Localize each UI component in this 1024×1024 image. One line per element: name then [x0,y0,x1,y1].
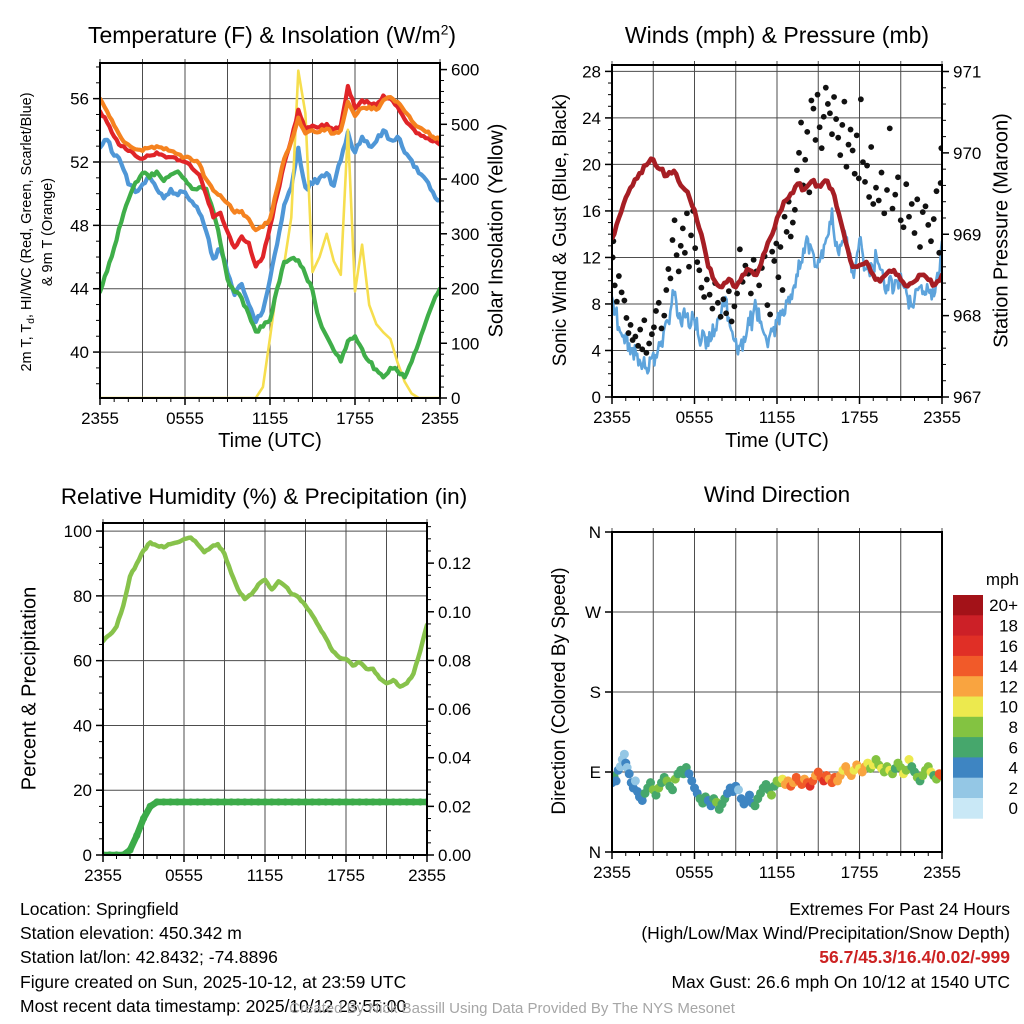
station-location: Location: Springfield [20,899,179,919]
svg-text:16: 16 [582,201,601,221]
svg-text:0555: 0555 [165,866,203,885]
extremes-block [641,897,1010,994]
svg-text:2355: 2355 [81,409,119,428]
svg-text:500: 500 [451,115,480,135]
svg-text:80: 80 [73,586,92,606]
rh-chart [64,519,471,885]
dir-chart-title: Wind Direction [703,482,851,507]
svg-text:12: 12 [582,248,601,268]
wind-gust-axis-label: Sonic Wind & Gust (Blue, Black) [550,93,571,367]
direction-axis-label: Direction (Colored By Speed) [549,567,570,815]
svg-text:18: 18 [999,616,1018,636]
svg-text:0: 0 [82,846,92,865]
temp-title-sup: 2 [440,22,449,38]
svg-text:100: 100 [63,522,92,542]
svg-text:1155: 1155 [758,408,796,427]
svg-text:0.10: 0.10 [438,602,472,622]
svg-text:8: 8 [1008,717,1018,737]
svg-text:968: 968 [953,306,982,326]
svg-text:4: 4 [1008,758,1018,778]
temp-title-text: Temperature (F) & Insolation (W/m [87,22,441,48]
temp-time-axis-label: Time (UTC) [218,430,322,452]
svg-text:6: 6 [1008,738,1018,758]
svg-text:40: 40 [70,343,89,363]
insolation-axis-label: Solar Insolation (Yellow) [485,123,508,338]
max-gust: Max Gust: 26.6 mph On 10/12 at 1540 UTC [671,971,1010,992]
svg-text:0: 0 [1008,799,1018,819]
percent-precip-axis-label: Percent & Precipitation [18,586,41,791]
svg-text:400: 400 [451,170,480,190]
svg-text:0.04: 0.04 [438,748,472,768]
svg-text:600: 600 [451,60,480,80]
svg-text:0.08: 0.08 [438,651,472,671]
svg-text:971: 971 [953,62,982,82]
temp-left-axis-label [19,17,57,447]
svg-text:2355: 2355 [421,409,459,428]
extremes-values: 56.7/45.3/16.4/0.02/-999 [819,947,1010,968]
svg-text:1755: 1755 [840,863,879,882]
svg-text:N: N [588,523,601,542]
svg-text:52: 52 [70,152,89,172]
credit-caption: Created By Nick Bassill Using Data Provided By The NYS Mesonet [289,1000,735,1017]
svg-text:967: 967 [953,388,982,407]
svg-text:24: 24 [582,108,601,128]
speed-colorbar [953,570,1019,819]
svg-text:1155: 1155 [246,866,284,885]
svg-text:8: 8 [591,294,601,314]
winds-time-axis-label: Time (UTC) [725,430,829,452]
temp-chart-title [88,22,456,49]
svg-text:2355: 2355 [408,866,446,885]
data-timestamp: Most recent data timestamp: 2025/10/12 23:55:00 [20,995,407,1016]
svg-text:0.00: 0.00 [438,846,472,865]
svg-text:969: 969 [953,225,982,245]
svg-text:0555: 0555 [675,863,714,882]
svg-text:mph: mph [985,570,1019,589]
svg-text:0555: 0555 [675,408,714,427]
svg-text:0.02: 0.02 [438,797,472,817]
svg-text:14: 14 [999,657,1018,676]
svg-text:1155: 1155 [758,863,796,882]
svg-text:300: 300 [451,224,480,244]
extremes-subtitle: (High/Low/Max Wind/Precipitation/Snow Depth) [641,923,1010,944]
svg-text:56: 56 [70,89,89,109]
svg-text:0.06: 0.06 [438,700,472,720]
svg-text:20: 20 [73,781,92,801]
svg-text:12: 12 [999,677,1018,697]
svg-text:S: S [589,683,601,702]
svg-text:N: N [588,843,601,862]
svg-text:10: 10 [999,697,1018,717]
pressure-axis-label: Station Pressure (Maroon) [990,113,1013,348]
svg-text:28: 28 [582,62,601,82]
svg-text:0: 0 [451,389,461,408]
svg-text:0: 0 [591,388,601,407]
figure-created: Figure created on Sun, 2025-10-12, at 23:59 UTC [20,971,407,992]
dir-chart [585,523,1019,882]
svg-text:16: 16 [999,636,1018,656]
rh-chart-title: Relative Humidity (%) & Precipitation (in) [60,484,468,509]
svg-text:1755: 1755 [327,866,365,885]
svg-text:48: 48 [70,216,89,236]
svg-text:40: 40 [73,716,92,736]
svg-text:1755: 1755 [336,409,374,428]
svg-text:2355: 2355 [923,863,961,882]
temp-title-close: ) [448,22,457,48]
station-latlon: Station lat/lon: 42.8432; -74.8896 [20,947,278,968]
temp-left-axis-line1: 2m T, $T_d$, HI/WC (Red, Green, Scarlet/Blue) [19,92,37,372]
svg-text:2: 2 [1008,778,1018,798]
svg-text:2355: 2355 [923,408,961,427]
svg-text:W: W [584,603,601,622]
svg-text:E: E [589,763,601,782]
svg-text:200: 200 [451,279,480,299]
winds-chart [582,61,981,427]
station-elevation: Station elevation: 450.342 m [20,923,242,944]
svg-text:0555: 0555 [166,409,204,428]
svg-text:0.12: 0.12 [438,554,472,574]
svg-text:2355: 2355 [593,863,631,882]
svg-text:100: 100 [451,334,480,354]
svg-text:970: 970 [953,143,982,163]
winds-chart-title: Winds (mph) & Pressure (mb) [624,22,930,48]
svg-text:44: 44 [70,279,89,299]
svg-text:1155: 1155 [251,409,289,428]
svg-text:1755: 1755 [840,408,879,427]
temp-left-axis-line2: & 9m T (Orange) [40,177,56,287]
svg-text:20+: 20+ [989,596,1018,616]
svg-text:4: 4 [591,341,601,361]
svg-text:60: 60 [73,651,92,671]
extremes-title: Extremes For Past 24 Hours [789,899,1010,919]
svg-text:2355: 2355 [84,866,122,885]
temp-chart [70,59,479,428]
svg-text:2355: 2355 [593,408,631,427]
svg-text:20: 20 [582,155,601,175]
